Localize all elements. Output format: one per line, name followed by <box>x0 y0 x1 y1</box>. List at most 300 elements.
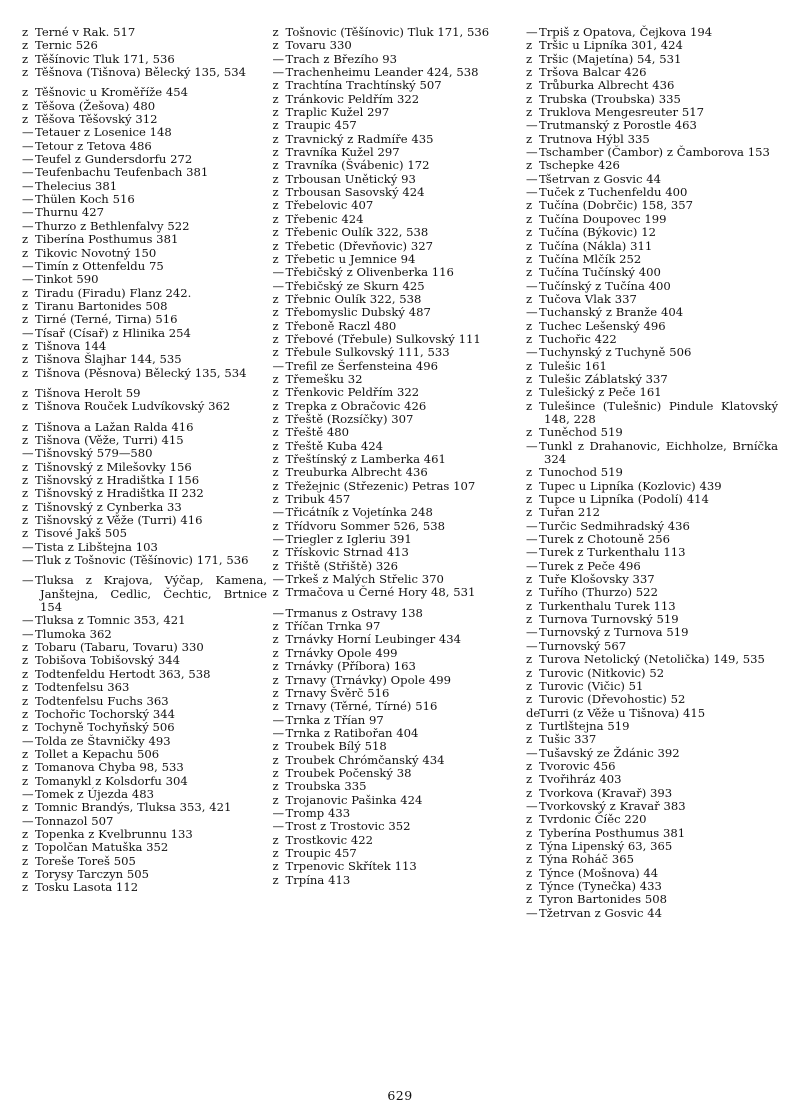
index-entry-prefix: z <box>526 198 533 213</box>
index-entry-prefix: z <box>272 739 279 754</box>
index-entry-prefix: z <box>526 105 533 120</box>
index-entry-prefix: — <box>22 553 34 568</box>
index-entry-prefix: — <box>526 185 538 200</box>
index-entry <box>526 159 778 172</box>
index-entry <box>22 126 267 139</box>
index-entry <box>22 541 267 554</box>
index-entry-prefix: z <box>22 312 29 327</box>
index-entry <box>22 180 267 193</box>
index-entry <box>526 586 778 599</box>
index-entry-text: Thülen Koch 516 <box>35 192 135 207</box>
index-entry-text: Travnický z Radmíře 435 <box>285 131 434 146</box>
index-entry-prefix: — <box>526 118 538 133</box>
index-entry-prefix: z <box>272 385 279 400</box>
index-entry-text: Trepka z Obračovic 426 <box>285 398 427 413</box>
index-entry-prefix: z <box>526 331 533 346</box>
index-columns <box>22 26 778 1066</box>
index-entry <box>273 93 521 106</box>
index-entry-text: Turovic (Dřevohostic) 52 <box>539 692 686 707</box>
index-entry-prefix: z <box>22 38 29 53</box>
index-entry-text: Těšnovic u Kroměříže 454 <box>35 85 189 100</box>
index-entry-prefix: z <box>272 185 279 200</box>
index-entry <box>273 874 521 887</box>
index-entry-prefix: — <box>526 145 538 160</box>
index-entry <box>273 440 521 453</box>
index-entry-text: Thurzo z Bethlenfalvy 522 <box>35 218 190 233</box>
index-entry <box>273 426 521 439</box>
index-entry-text: Tinkot 590 <box>35 272 99 287</box>
index-entry-text: Trkeš z Malých Střelic 370 <box>285 572 444 587</box>
index-entry-text: Tvorovic 456 <box>539 758 616 773</box>
index-entry-prefix: z <box>22 499 29 514</box>
index-entry-prefix: z <box>526 732 533 747</box>
index-entry-text: Truklova Mengesreuter 517 <box>539 105 704 120</box>
index-entry-text: Tolda ze Štavničky 493 <box>35 733 171 748</box>
index-entry-text: Trachenheimu Leander 424, 538 <box>285 65 479 80</box>
index-entry <box>526 573 778 586</box>
index-entry-text: Turnova Turnovský 519 <box>539 612 679 627</box>
index-entry-text: Tluk z Tošnovic (Těšínovic) 171, 536 <box>35 553 249 568</box>
index-entry <box>22 654 267 667</box>
index-entry <box>526 360 778 373</box>
index-entry <box>526 79 778 92</box>
index-entry-text: Troubska 335 <box>285 779 367 794</box>
index-entry <box>22 681 267 694</box>
index-entry-text: Troubek Chrómčanský 434 <box>285 752 445 767</box>
index-entry-prefix: z <box>526 879 533 893</box>
index-entry-prefix: z <box>526 892 533 907</box>
index-entry-text: Trmačova u Černé Hory 48, 531 <box>285 585 476 600</box>
index-entry-prefix: z <box>272 779 279 794</box>
index-entry-text: Tučína Tučínský 400 <box>539 265 661 280</box>
index-entry-prefix: z <box>22 486 29 501</box>
index-entry-text: Turnovský 567 <box>539 638 627 653</box>
index-entry-text: Trnka z Ratibořan 404 <box>285 725 419 740</box>
index-entry-text: Třebenic 424 <box>285 211 364 226</box>
index-entry-text: Trefil ze Šerfensteina 496 <box>285 358 439 373</box>
index-entry <box>526 653 778 666</box>
index-entry <box>526 440 778 467</box>
index-entry-text: Tučínský z Tučína 400 <box>539 278 671 293</box>
index-entry-prefix: z <box>526 505 533 520</box>
index-entry-text: Tovaru 330 <box>285 38 352 53</box>
index-entry-text: Tvorkovský z Kravař 383 <box>539 798 686 813</box>
index-entry-prefix: z <box>526 758 533 773</box>
index-entry-text: Trost z Trostovic 352 <box>285 819 411 834</box>
index-entry-prefix: — <box>22 613 34 628</box>
index-entry-prefix: — <box>22 138 34 153</box>
index-entry-text: Trmanus z Ostravy 138 <box>285 605 423 620</box>
index-entry-prefix: z <box>526 38 533 53</box>
index-entry-text: Tučína Mlčík 252 <box>539 251 642 266</box>
index-entry-text: Tulešic 161 <box>539 358 607 373</box>
index-entry-text: Tříčan Trnka 97 <box>285 619 381 634</box>
index-entry <box>273 386 521 399</box>
index-entry-prefix: z <box>526 91 533 106</box>
index-entry-text: Tvrdonic Číěc 220 <box>539 812 647 827</box>
index-entry-text: Třeštínský z Lamberka 461 <box>285 452 446 466</box>
index-entry <box>526 466 778 479</box>
index-entry <box>22 26 267 39</box>
index-entry-prefix: — <box>22 786 34 801</box>
index-entry <box>22 761 267 774</box>
index-entry-text: Turtlštejna 519 <box>539 718 630 733</box>
index-entry-text: Tschamber (Čambor) z Čamborova 153 <box>539 145 770 160</box>
index-entry-text: Třiště (Střiště) 326 <box>285 558 399 573</box>
index-entry-prefix: z <box>22 285 29 300</box>
index-entry-prefix: z <box>272 305 279 320</box>
index-entry <box>526 747 778 760</box>
index-entry-prefix: z <box>22 365 29 380</box>
index-entry-prefix: z <box>272 558 279 573</box>
index-entry-text: Tišnova 144 <box>35 338 107 353</box>
index-entry <box>273 847 521 860</box>
index-entry-prefix: — <box>22 165 34 180</box>
index-entry-text: Tluksa z Tomnic 353, 421 <box>35 613 186 628</box>
index-entry <box>526 480 778 493</box>
index-entry-text: Třenkovic Peldřím 322 <box>285 385 420 400</box>
index-entry <box>22 39 267 52</box>
index-entry <box>526 253 778 266</box>
index-entry-prefix: z <box>272 345 279 360</box>
index-entry <box>22 387 267 400</box>
index-entry <box>22 113 267 126</box>
index-entry <box>526 907 778 920</box>
index-entry-prefix: z <box>272 685 279 700</box>
index-entry-text: Tišnovský 579—580 <box>35 446 153 461</box>
index-entry-prefix: z <box>272 659 279 674</box>
index-entry <box>273 860 521 873</box>
index-entry-text: Tribuk 457 <box>285 492 351 507</box>
index-entry <box>273 320 521 333</box>
index-entry-prefix: z <box>272 78 279 93</box>
index-entry-text: Třeboně Raczl 480 <box>285 318 397 333</box>
index-entry-prefix: z <box>22 746 29 761</box>
index-entry-prefix: z <box>22 245 29 260</box>
index-entry <box>273 754 521 767</box>
index-entry-prefix: z <box>272 398 279 413</box>
index-entry-text: Tučína Doupovec 199 <box>539 211 667 226</box>
index-entry-prefix: — <box>526 438 538 453</box>
index-entry-text: Turčic Sedmihradský 436 <box>539 518 690 533</box>
index-entry-text: Tulešince (Tulešnic) Pindule Klatovský 148, 228 <box>539 398 778 426</box>
index-entry-text: Tobišova Tobišovský 344 <box>35 653 180 668</box>
index-entry <box>22 66 267 79</box>
index-entry-prefix: — <box>526 745 538 760</box>
index-entry <box>526 146 778 159</box>
index-entry-text: Trpína 413 <box>285 872 351 887</box>
index-entry-prefix: z <box>272 198 279 213</box>
index-entry-text: Třebetic (Dřevňovic) 327 <box>285 238 433 253</box>
index-entry-text: Tomanykl z Kolsdorfu 304 <box>35 773 188 788</box>
index-entry <box>22 100 267 113</box>
index-entry <box>22 641 267 654</box>
index-entry-prefix: z <box>22 459 29 474</box>
index-entry <box>273 794 521 807</box>
index-entry-prefix: z <box>526 425 533 440</box>
index-entry-prefix: — <box>22 539 34 554</box>
index-entry <box>526 867 778 880</box>
index-column-right <box>526 26 778 920</box>
index-entry-prefix: z <box>272 792 279 807</box>
index-entry-text: Tisové Jakš 505 <box>35 526 128 541</box>
index-entry-text: Trubska (Troubska) 335 <box>539 91 681 106</box>
index-entry <box>22 574 267 614</box>
index-entry-text: Tršic (Majetína) 54, 531 <box>539 51 682 66</box>
index-entry-prefix: — <box>22 272 34 287</box>
index-entry <box>526 506 778 519</box>
index-entry-text: Tišnova (Věže, Turri) 415 <box>35 432 184 447</box>
index-entry-text: Thelecius 381 <box>35 178 118 193</box>
index-entry-text: Týna Lipenský 63, 365 <box>539 838 673 853</box>
index-entry-prefix: z <box>526 825 533 840</box>
index-entry-prefix: z <box>272 452 279 466</box>
index-entry-text: Trnavy Švěrč 516 <box>285 685 390 700</box>
index-entry-text: Třebičský ze Skurn 425 <box>285 278 425 293</box>
index-entry-text: Trpenovic Skřítek 113 <box>285 859 417 874</box>
index-entry <box>273 820 521 833</box>
index-entry <box>273 573 521 586</box>
index-entry-prefix: z <box>272 752 279 767</box>
index-entry-text: Týnce (Mošnova) 44 <box>539 865 659 880</box>
index-entry <box>22 501 267 514</box>
index-entry-text: Tomnic Brandýs, Tluksa 353, 421 <box>35 800 232 815</box>
index-entry-text: Třebule Sulkovský 111, 533 <box>285 345 450 360</box>
index-entry <box>22 735 267 748</box>
index-entry <box>526 186 778 199</box>
index-entry <box>526 853 778 866</box>
index-entry <box>273 586 521 599</box>
index-entry-prefix: z <box>22 773 29 788</box>
index-entry <box>273 533 521 546</box>
index-entry-prefix: z <box>526 131 533 146</box>
index-entry <box>273 493 521 506</box>
index-entry <box>526 306 778 319</box>
index-entry-text: Turri (z Věže u Tišnova) 415 <box>539 705 706 720</box>
index-entry-text: Teufenbachu Teufenbach 381 <box>35 165 209 180</box>
index-entry-prefix: — <box>22 178 34 193</box>
index-entry-prefix: — <box>22 258 34 273</box>
index-entry-prefix: z <box>272 118 279 133</box>
index-entry-text: Trach z Březího 93 <box>285 51 398 66</box>
index-entry-prefix: z <box>526 211 533 226</box>
index-entry-prefix: z <box>22 706 29 721</box>
index-entry <box>273 226 521 239</box>
index-entry <box>273 413 521 426</box>
index-entry <box>22 86 267 99</box>
index-entry-text: Todtenfeldu Hertodt 363, 538 <box>35 666 211 681</box>
index-entry-text: Timín z Ottenfeldu 75 <box>35 258 164 273</box>
index-entry-prefix: de <box>526 705 541 720</box>
index-entry-prefix: z <box>272 158 279 173</box>
index-entry-prefix: z <box>526 852 533 867</box>
index-entry <box>526 880 778 893</box>
index-entry-text: Tupec u Lipníka (Kozlovic) 439 <box>539 478 722 493</box>
index-entry <box>526 373 778 386</box>
index-entry-prefix: z <box>272 465 279 480</box>
index-entry-prefix: z <box>526 385 533 400</box>
index-entry <box>22 775 267 788</box>
index-entry <box>273 780 521 793</box>
index-entry-prefix: — <box>22 626 34 641</box>
index-entry-prefix: — <box>526 905 538 920</box>
index-entry-prefix: z <box>272 619 279 634</box>
index-entry <box>273 834 521 847</box>
index-entry-text: Tulešic Záblatský 337 <box>539 371 668 386</box>
index-entry-text: Tušavský ze Ždánic 392 <box>539 745 680 760</box>
index-entry-text: Tschepke 426 <box>539 158 620 173</box>
index-entry <box>526 26 778 39</box>
index-entry <box>273 546 521 559</box>
index-entry-prefix: z <box>526 318 533 333</box>
index-entry-text: Tvorkova (Kravař) 393 <box>539 785 673 800</box>
index-entry-prefix: z <box>272 91 279 106</box>
index-entry-prefix: — <box>22 446 34 461</box>
index-entry-text: Tetauer z Losenice 148 <box>35 125 172 140</box>
index-entry-text: Tučína (Nákla) 311 <box>539 238 653 253</box>
index-entry-text: Tránkovic Peldřím 322 <box>285 91 420 106</box>
index-entry-text: Tvořihráz 403 <box>539 772 622 787</box>
index-entry <box>22 153 267 166</box>
index-entry-text: Tišnovský z Cynberka 33 <box>35 499 182 514</box>
index-entry-text: Turovic (Vičic) 51 <box>539 678 644 693</box>
index-entry-text: Tikovic Novotný 150 <box>35 245 157 260</box>
index-entry-prefix: z <box>526 251 533 266</box>
index-entry-text: Tulešický z Peče 161 <box>539 385 662 400</box>
index-entry-text: Tromp 433 <box>285 805 351 820</box>
index-entry <box>273 807 521 820</box>
index-entry <box>526 800 778 813</box>
index-entry-text: Trostkovic 422 <box>285 832 374 847</box>
index-entry <box>22 260 267 273</box>
index-entry-prefix: — <box>22 813 34 828</box>
index-entry-prefix: — <box>272 805 284 820</box>
index-entry-prefix: — <box>272 819 284 834</box>
index-entry <box>273 173 521 186</box>
index-entry-text: Tochořic Tochorský 344 <box>35 706 176 721</box>
index-entry <box>22 474 267 487</box>
index-entry <box>526 613 778 626</box>
index-entry <box>273 633 521 646</box>
index-entry-text: Treuburka Albrecht 436 <box>285 465 428 480</box>
index-entry-text: Tiranu Bartonides 508 <box>35 298 168 313</box>
index-entry <box>273 306 521 319</box>
index-entry-prefix: z <box>526 772 533 787</box>
index-entry-text: Trbousan Sasovský 424 <box>285 185 425 200</box>
index-entry <box>273 687 521 700</box>
index-entry-text: Tiberína Posthumus 381 <box>35 232 179 247</box>
index-entry-prefix: z <box>22 352 29 367</box>
index-entry-prefix: — <box>272 532 284 547</box>
index-entry <box>273 253 521 266</box>
index-entry <box>273 240 521 253</box>
index-entry-text: Travníka (Švábenic) 172 <box>285 158 430 173</box>
index-entry-prefix: z <box>526 692 533 707</box>
index-entry-text: Teufel z Gundersdorfu 272 <box>35 152 193 167</box>
index-entry-prefix: — <box>272 265 284 280</box>
index-entry-prefix: z <box>22 880 29 895</box>
index-entry-text: Traplic Kužel 297 <box>285 105 390 120</box>
index-entry <box>526 333 778 346</box>
index-entry-text: Tuchynský z Tuchyně 506 <box>539 345 692 360</box>
index-entry <box>22 247 267 260</box>
index-entry <box>526 93 778 106</box>
index-entry-prefix: z <box>272 645 279 660</box>
index-entry-prefix: z <box>22 65 29 80</box>
index-entry-text: Torysy Tarczyn 505 <box>35 866 150 881</box>
index-entry-prefix: — <box>272 605 284 620</box>
index-entry-text: Turnovský z Turnova 519 <box>539 625 689 640</box>
index-entry-prefix: z <box>272 672 279 687</box>
index-entry-text: Třebelovic 407 <box>285 198 374 213</box>
index-entry-text: Tomanova Chyba 98, 533 <box>35 760 184 775</box>
index-entry <box>273 647 521 660</box>
index-entry-prefix: — <box>526 518 538 533</box>
index-entry-prefix: z <box>272 632 279 647</box>
index-entry-text: Turek z Peče 496 <box>539 558 641 573</box>
index-entry-prefix: — <box>526 171 538 186</box>
index-entry-text: Tušic 337 <box>539 732 597 747</box>
index-entry-text: Tišnova a Lažan Ralda 416 <box>35 419 194 434</box>
index-entry <box>273 346 521 359</box>
index-entry-text: Tžetrvan z Gosvic 44 <box>539 905 662 920</box>
index-entry-prefix: — <box>272 278 284 293</box>
index-entry-prefix: — <box>22 152 34 167</box>
index-entry-prefix: — <box>272 505 284 520</box>
index-entry <box>22 300 267 313</box>
index-entry <box>22 220 267 233</box>
index-entry <box>22 801 267 814</box>
index-entry-text: Tuněchod 519 <box>539 425 623 440</box>
index-entry-prefix: z <box>272 318 279 333</box>
index-entry <box>22 273 267 286</box>
index-entry <box>526 626 778 639</box>
index-entry <box>273 39 521 52</box>
index-entry-prefix: z <box>526 465 533 480</box>
index-entry <box>273 146 521 159</box>
index-entry-prefix: z <box>272 478 279 493</box>
index-entry <box>526 600 778 613</box>
index-entry-prefix: — <box>22 325 34 340</box>
index-entry-prefix: z <box>22 513 29 528</box>
index-entry-prefix: z <box>526 865 533 880</box>
index-entry-text: Tišnovský z Věže (Turri) 416 <box>35 513 203 528</box>
index-entry-text: Tšetrvan z Gosvic 44 <box>539 171 661 186</box>
index-entry-text: Třeště 480 <box>285 425 350 440</box>
index-entry <box>22 353 267 366</box>
index-entry-text: Tetour z Tetova 486 <box>35 138 152 153</box>
index-entry <box>526 400 778 427</box>
index-entry-prefix: — <box>526 798 538 813</box>
index-entry-prefix: — <box>526 625 538 640</box>
index-entry <box>22 487 267 500</box>
index-entry-text: Těšínovic Tluk 171, 536 <box>35 51 175 66</box>
index-entry-text: Tošnovic (Těšínovic) Tluk 171, 536 <box>285 25 490 39</box>
index-entry-text: Triegler z Igleriu 391 <box>285 532 412 547</box>
index-entry-prefix: z <box>22 653 29 668</box>
index-entry-text: Tísař (Císař) z Hlinika 254 <box>35 325 191 340</box>
index-entry-text: Trutmanský z Porostle 463 <box>539 118 697 133</box>
index-entry <box>273 280 521 293</box>
index-entry-prefix: — <box>272 712 284 727</box>
index-entry <box>526 133 778 146</box>
index-entry-text: Těšova (Žešova) 480 <box>35 98 156 113</box>
index-entry <box>22 206 267 219</box>
index-entry-text: Terné v Rak. 517 <box>35 25 136 39</box>
index-entry <box>22 327 267 340</box>
index-entry <box>526 226 778 239</box>
index-entry-prefix: — <box>272 51 284 66</box>
